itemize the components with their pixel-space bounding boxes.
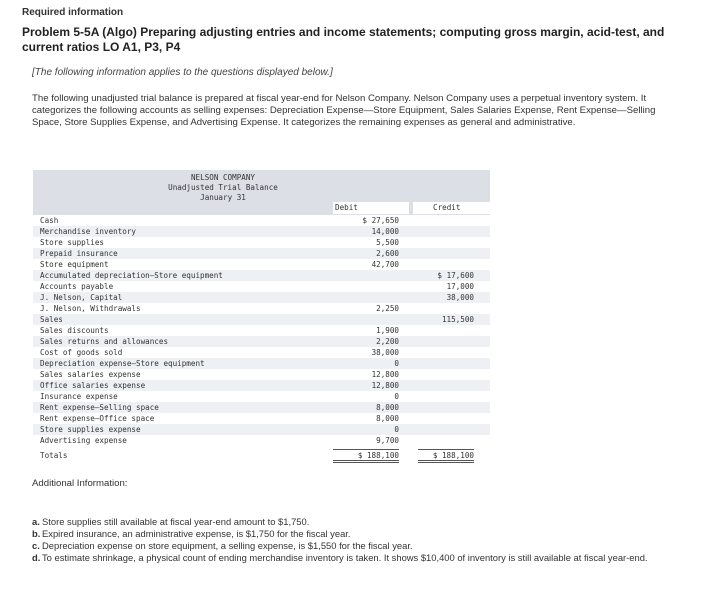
credit-cell: 115,500 [441,315,474,324]
account-cell: Insurance expense [40,392,118,401]
list-item-text: Expired insurance, an administrative expense, is $1,750 for the fiscal year. [42,528,351,539]
list-item-marker: d. [32,552,41,563]
list-item [32,552,672,564]
debit-cell: 9,700 [376,436,399,445]
debit-cell: $ 27,650 [362,216,399,225]
required-information-label: Required information [22,7,124,18]
account-cell: Store supplies expense [40,425,141,434]
intro-paragraph: The following unadjusted trial balance is prepared at fiscal year-end for Nelson Company. Nelson Company uses a perpetual inventory system. It categorizes the following accounts as selling expenses: Depreciation Expense—Store Equipment, Sales Salaries Expense, Rent Expense—Selling Space, Store Supplies Expense, and Advertising Expense. It categorizes the remaining expenses as general and administrative. [32,93,656,128]
table-row [33,380,490,391]
account-cell: Cost of goods sold [40,348,123,357]
account-cell: J. Nelson, Withdrawals [40,304,141,313]
account-cell: Advertising expense [40,436,127,445]
table-row [33,358,490,369]
debit-cell: 0 [394,425,399,434]
account-cell: Cash [40,216,59,225]
debit-cell: 42,700 [371,260,399,269]
table-row [33,226,490,237]
account-cell: Sales salaries expense [40,370,141,379]
additional-information-list [32,516,672,564]
account-cell: Sales discounts [40,326,109,335]
debit-cell: 1,900 [376,326,399,335]
debit-total: $ 188,100 [333,449,399,463]
debit-cell: 8,000 [376,414,399,423]
table-row [33,314,490,325]
debit-cell: 38,000 [371,348,399,357]
credit-cell: 38,000 [446,293,474,302]
account-cell: Merchandise inventory [40,227,137,236]
statement-title: Unadjusted Trial Balance [168,183,278,192]
totals-row [33,450,490,461]
account-cell: Accumulated depreciation—Store equipment [40,271,223,280]
table-row [33,215,490,226]
table-row [33,336,490,347]
account-cell: Rent expense—Office space [40,414,155,423]
account-cell: Sales returns and allowances [40,337,169,346]
account-cell: Office salaries expense [40,381,146,390]
list-item-marker: c. [32,540,40,551]
list-item-marker: b. [32,528,41,539]
totals-label: Totals [40,451,68,460]
list-item [32,540,672,552]
list-item-text: Depreciation expense on store equipment, a selling expense, is $1,550 for the fiscal year. [42,540,413,551]
table-row [33,237,490,248]
table-row [33,259,490,270]
list-item [32,528,672,540]
account-cell: Rent expense—Selling space [40,403,159,412]
table-row [33,369,490,380]
table-row [33,391,490,402]
table-row [33,281,490,292]
company-name: NELSON COMPANY [190,173,255,182]
debit-cell: 2,250 [376,304,399,313]
table-row [33,402,490,413]
table-row [33,424,490,435]
table-row [33,270,490,281]
credit-total: $ 188,100 [418,449,474,463]
list-item-text: Store supplies still available at fiscal year-end amount to $1,750. [42,516,310,527]
debit-cell: 2,600 [376,249,399,258]
debit-cell: 2,200 [376,337,399,346]
trial-balance-table [33,170,490,465]
account-cell: Depreciation expense—Store equipment [40,359,205,368]
debit-cell: 12,800 [371,381,399,390]
applies-note: [The following information applies to the questions displayed below.] [32,67,333,78]
account-cell: Sales [40,315,63,324]
table-row [33,347,490,358]
debit-column-header: Debit [335,203,358,212]
debit-cell: 5,500 [376,238,399,247]
debit-cell: 8,000 [376,403,399,412]
credit-column-header: Credit [433,203,461,212]
credit-cell: $ 17,600 [437,271,474,280]
account-cell: Store supplies [40,238,105,247]
list-item-marker: a. [32,516,40,527]
debit-cell: 0 [394,359,399,368]
debit-cell: 12,800 [371,370,399,379]
problem-title: Problem 5-5A (Algo) Preparing adjusting entries and income statements; computing gross margin, acid-test, and current ratios LO A1, P3, P4 [22,25,665,54]
account-cell: Prepaid insurance [40,249,118,258]
account-cell: Accounts payable [40,282,114,291]
account-cell: J. Nelson, Capital [40,293,123,302]
debit-cell: 14,000 [371,227,399,236]
table-row [33,325,490,336]
table-row [33,435,490,446]
table-row [33,248,490,259]
table-row [33,292,490,303]
table-row [33,413,490,424]
statement-date: January 31 [200,193,246,202]
debit-cell: 0 [394,392,399,401]
list-item-text: To estimate shrinkage, a physical count of ending merchandise inventory is taken. It shows $10,400 of inventory is still available at fiscal year-end. [42,552,648,563]
table-row [33,303,490,314]
account-cell: Store equipment [40,260,109,269]
additional-information-label: Additional Information: [32,478,128,489]
credit-cell: 17,000 [446,282,474,291]
list-item [32,516,672,528]
